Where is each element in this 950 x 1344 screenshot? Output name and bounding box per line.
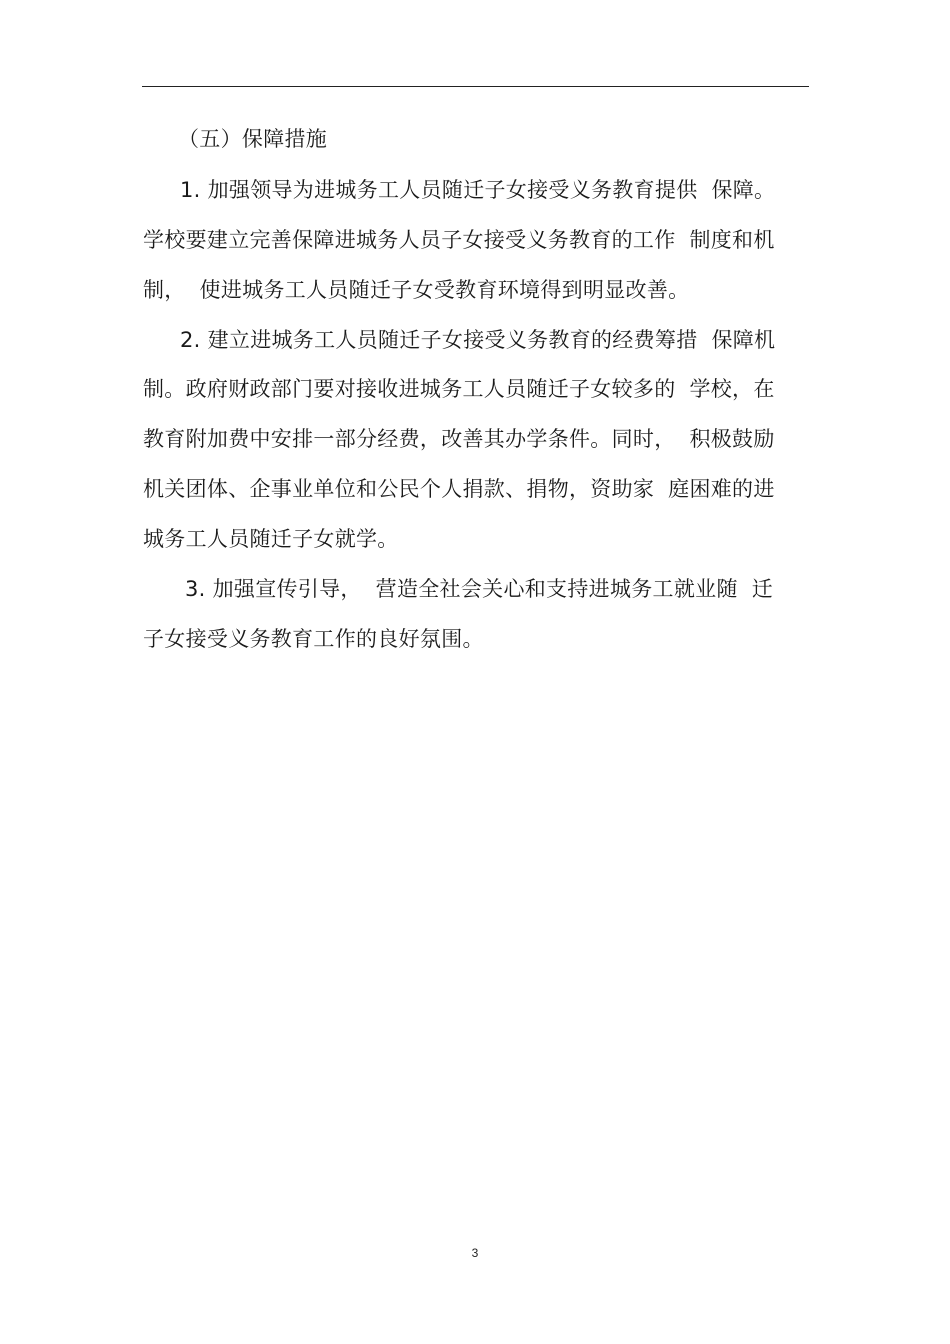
paragraph-2-line-2: 制。政府财政部门要对接收进城务工人员随迁子女较多的 学校，在	[143, 377, 775, 401]
paragraph-1-line-2: 学校要建立完善保障进城务人员子女接受义务教育的工作 制度和机	[143, 228, 775, 252]
page-number: 3	[471, 1246, 479, 1260]
paragraph-3-line-2: 子女接受义务教育工作的良好氛围。	[143, 627, 484, 651]
paragraph-2-line-5: 城务工人员随迁子女就学。	[143, 527, 399, 551]
paragraph-2-line-1: 2. 建立进城务工人员随迁子女接受义务教育的经费筹措 保障机	[180, 328, 776, 352]
section-heading: （五）保障措施	[178, 127, 328, 151]
paragraph-2-line-4: 机关团体、企事业单位和公民个人捐款、捐物，资助家 庭困难的进	[143, 477, 775, 501]
paragraph-1-line-3: 制， 使进城务工人员随迁子女受教育环境得到明显改善。	[143, 278, 690, 302]
paragraph-1-line-1: 1. 加强领导为进城务工人员随迁子女接受义务教育提供 保障。	[180, 178, 776, 202]
paragraph-3-line-1: 3. 加强宣传引导， 营造全社会关心和支持进城务工就业随 迁	[185, 577, 774, 601]
header-rule	[142, 86, 809, 87]
paragraph-2-line-3: 教育附加费中安排一部分经费，改善其办学条件。同时， 积极鼓励	[143, 427, 775, 451]
